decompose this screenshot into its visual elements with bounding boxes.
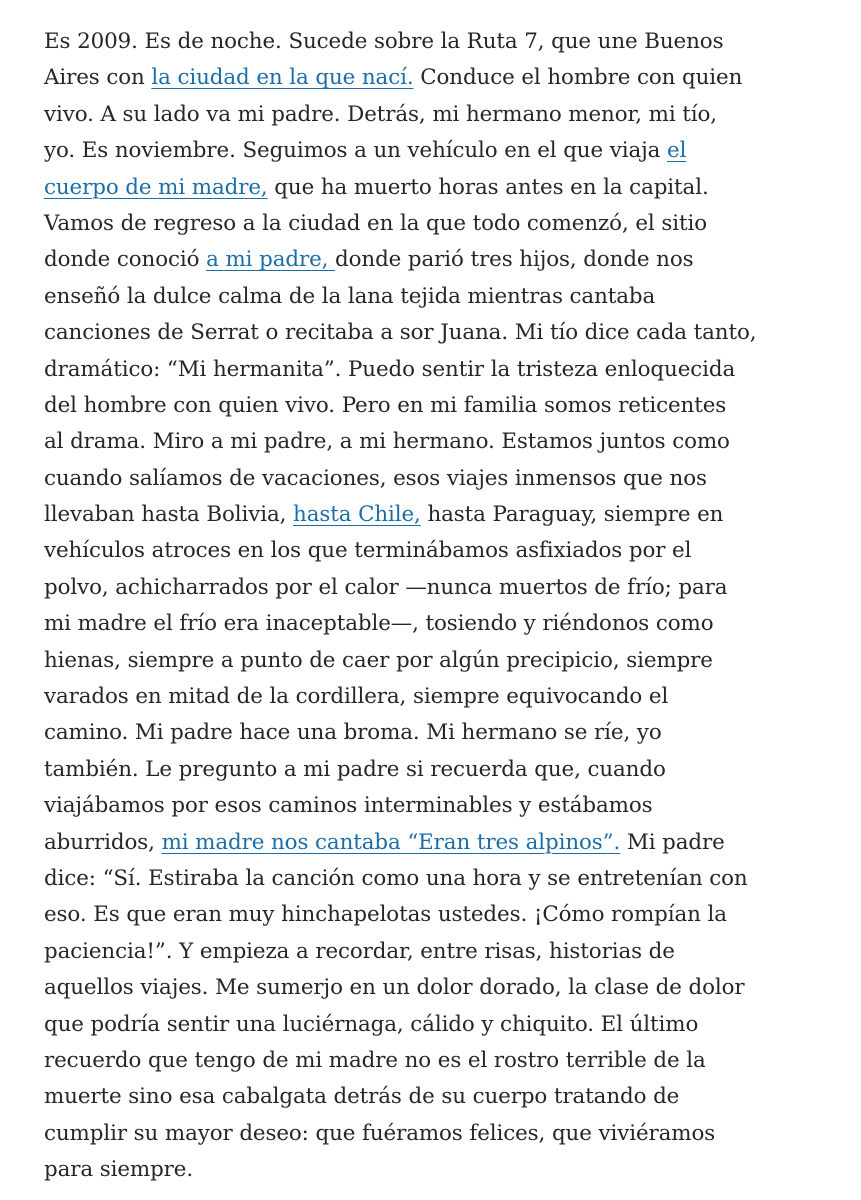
text-line: para siempre.: [44, 1157, 194, 1183]
text-segment: yo. Es noviembre. Seguimos a un vehículo en el que viaja: [44, 138, 668, 164]
text-segment: hasta Paraguay, siempre en: [420, 502, 724, 528]
link-hasta-chile[interactable]: hasta Chile,: [293, 502, 421, 528]
text-line: varados en mitad de la cordillera, siempre equivocando el: [44, 684, 669, 710]
article-body: [44, 24, 844, 1189]
text-line: recuerdo que tengo de mi madre no es el rostro terrible de la: [44, 1047, 706, 1073]
text-line: [44, 60, 844, 96]
text-line: [44, 133, 844, 169]
text-line: viajábamos por esos caminos interminables y estábamos: [44, 793, 653, 819]
link-cuerpo-de-mi-madre[interactable]: el: [667, 138, 687, 164]
text-line: vehículos atroces en los que terminábamos asfixiados por el: [44, 538, 692, 564]
link-eran-tres-alpinos[interactable]: mi madre nos cantaba “Eran tres alpinos”.: [161, 829, 621, 855]
text-line: dramático: “Mi hermanita”. Puedo sentir la tristeza enloquecida: [44, 356, 736, 382]
link-a-mi-padre[interactable]: a mi padre,: [206, 247, 336, 273]
text-line: cuando salíamos de vacaciones, esos viajes inmensos que nos: [44, 465, 707, 491]
link-ciudad-en-que-naci[interactable]: la ciudad en la que nací.: [151, 65, 414, 91]
text-line: al drama. Miro a mi padre, a mi hermano. Estamos juntos como: [44, 429, 730, 455]
text-segment: Aires con: [44, 65, 152, 91]
text-line: polvo, achicharrados por el calor —nunca muertos de frío; para: [44, 574, 728, 600]
text-line: paciencia!”. Y empieza a recordar, entre risas, historias de: [44, 938, 675, 964]
text-line: Vamos de regreso a la ciudad en la que todo comenzó, el sitio: [44, 210, 707, 236]
text-line: también. Le pregunto a mi padre si recuerda que, cuando: [44, 756, 666, 782]
text-line: muerte sino esa cabalgata detrás de su cuerpo tratando de: [44, 1084, 680, 1110]
text-line: canciones de Serrat o recitaba a sor Juana. Mi tío dice cada tanto,: [44, 320, 757, 346]
text-line: vivo. A su lado va mi padre. Detrás, mi hermano menor, mi tío,: [44, 101, 718, 127]
text-line: hienas, siempre a punto de caer por algún precipicio, siempre: [44, 647, 713, 673]
text-segment: Conduce el hombre con quien: [413, 65, 743, 91]
text-line: cumplir su mayor deseo: que fuéramos felices, que viviéramos: [44, 1120, 716, 1146]
text-segment: aburridos,: [44, 829, 162, 855]
text-line: enseñó la dulce calma de la lana tejida mientras cantaba: [44, 283, 656, 309]
text-segment: llevaban hasta Bolivia,: [44, 502, 294, 528]
text-segment: que ha muerto horas antes en la capital.: [267, 174, 709, 200]
text-line: aquellos viajes. Me sumerjo en un dolor dorado, la clase de dolor: [44, 975, 745, 1001]
text-segment: donde parió tres hijos, donde nos: [335, 247, 694, 273]
text-line: que podría sentir una luciérnaga, cálido y chiquito. El último: [44, 1011, 699, 1037]
text-line: mi madre el frío era inaceptable—, tosiendo y riéndonos como: [44, 611, 714, 637]
text-line: dice: “Sí. Estiraba la canción como una hora y se entretenían con: [44, 865, 748, 891]
text-line: camino. Mi padre hace una broma. Mi hermano se ríe, yo: [44, 720, 662, 746]
text-line: del hombre con quien vivo. Pero en mi familia somos reticentes: [44, 392, 727, 418]
text-line: [44, 242, 844, 278]
text-line: [44, 825, 844, 861]
text-line: eso. Es que eran muy hinchapelotas ustedes. ¡Cómo rompían la: [44, 902, 727, 928]
text-line: Es 2009. Es de noche. Sucede sobre la Ruta 7, que une Buenos: [44, 29, 724, 54]
text-line: [44, 170, 844, 206]
text-segment: donde conoció: [44, 247, 207, 273]
text-line: [44, 497, 844, 533]
text-segment: Mi padre: [620, 829, 725, 855]
link-cuerpo-de-mi-madre[interactable]: cuerpo de mi madre,: [44, 174, 268, 200]
